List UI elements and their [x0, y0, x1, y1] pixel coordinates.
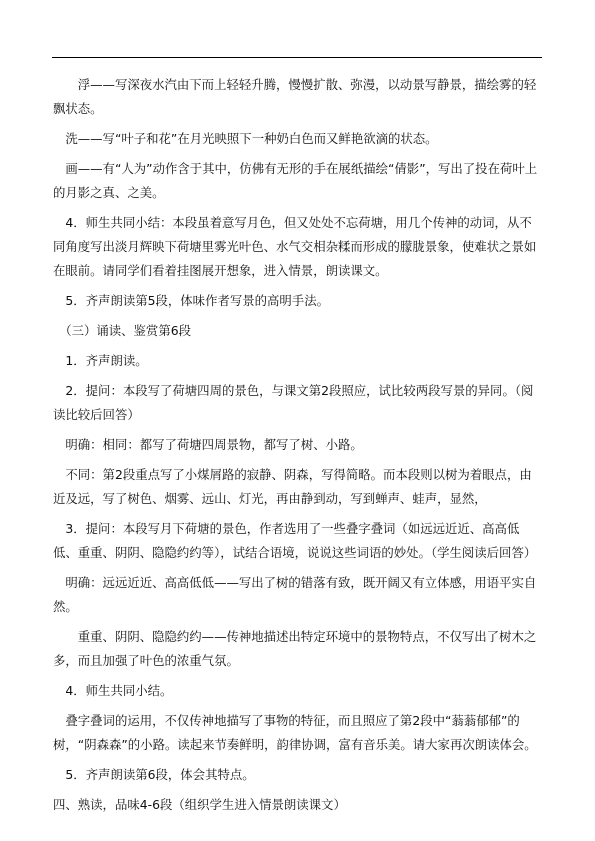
section-heading-3: （三）诵读、鉴赏第6段	[53, 323, 191, 338]
paragraph-read-aloud: 1．齐声朗读。	[53, 353, 148, 368]
paragraph-hua: 画——有“人为”动作含于其中，仿佛有无形的手在展纸描绘“倩影”，写出了投在荷叶上的月影之真、之美。	[53, 161, 538, 200]
paragraph-answer-same: 明确：相同：都写了荷塘四周景物，都写了树、小路。	[53, 437, 363, 452]
paragraph-question-2: 2．提问：本段写了荷塘四周的景色，与课文第2段照应，试比较两段写景的异同。（阅读比较后回答）	[53, 383, 534, 422]
paragraph-fu: 浮——写深夜水汽由下而上轻轻升腾，慢慢扩散、弥漫，以动景写静景，描绘雾的轻飘状态。	[53, 77, 537, 116]
paragraph-xi: 洗——写“叶子和花”在月光映照下一种奶白色而又鲜艳欲滴的状态。	[53, 131, 438, 146]
paragraph-answer-diff: 不同：第2段重点写了小煤屑路的寂静、阴森，写得简略。而本段则以树为着眼点，由近及远，写了树色、烟雾、远山、灯光，再由静到动，写到蝉声、蛙声，显然，	[53, 467, 532, 506]
document-body	[53, 73, 543, 823]
paragraph-answer-layered: 重重、阴阴、隐隐约约——传神地描述出特定环境中的景物特点，不仅写出了树木之多，而且加强了叶色的浓重气氛。	[53, 629, 537, 668]
paragraph-question-3: 3．提问：本段写月下荷塘的景色，作者选用了一些叠字叠词（如远远近近、高高低低、重重、阴阴、隐隐约约等），试结合语境，说说这些词语的妙处。（学生阅读后回答）	[53, 521, 537, 560]
paragraph-reduplication: 叠字叠词的运用，不仅传神地描写了事物的特征，而且照应了第2段中“蓊蓊郁郁”的树，“阴森森”的小路。读起来节奏鲜明，韵律协调，富有音乐美。请大家再次朗读体会。	[53, 713, 537, 752]
paragraph-read-5: 5．齐声朗读第5段，体味作者写景的高明手法。	[53, 293, 329, 308]
paragraph-summary: 4．师生共同小结。	[53, 683, 173, 698]
paragraph-read-6: 5．齐声朗读第6段，体会其特点。	[53, 767, 255, 782]
paragraph-answer-near-far: 明确：远远近近、高高低低——写出了树的错落有致，既开阔又有立体感，用语平实自然。	[53, 575, 537, 614]
header-rule	[52, 57, 542, 58]
section-heading-4: 四、熟读，品味4-6段（组织学生进入情景朗读课文）	[53, 797, 346, 812]
paragraph-summary-4: 4．师生共同小结：本段虽着意写月色，但又处处不忘荷塘，用几个传神的动词，从不同角度写出淡月辉映下荷塘里雾光叶色、水气交相杂糅而形成的朦胧景象，使难状之景如在眼前。请同学们看着挂图展开想象，进入情景，朗读课文。	[53, 215, 537, 278]
